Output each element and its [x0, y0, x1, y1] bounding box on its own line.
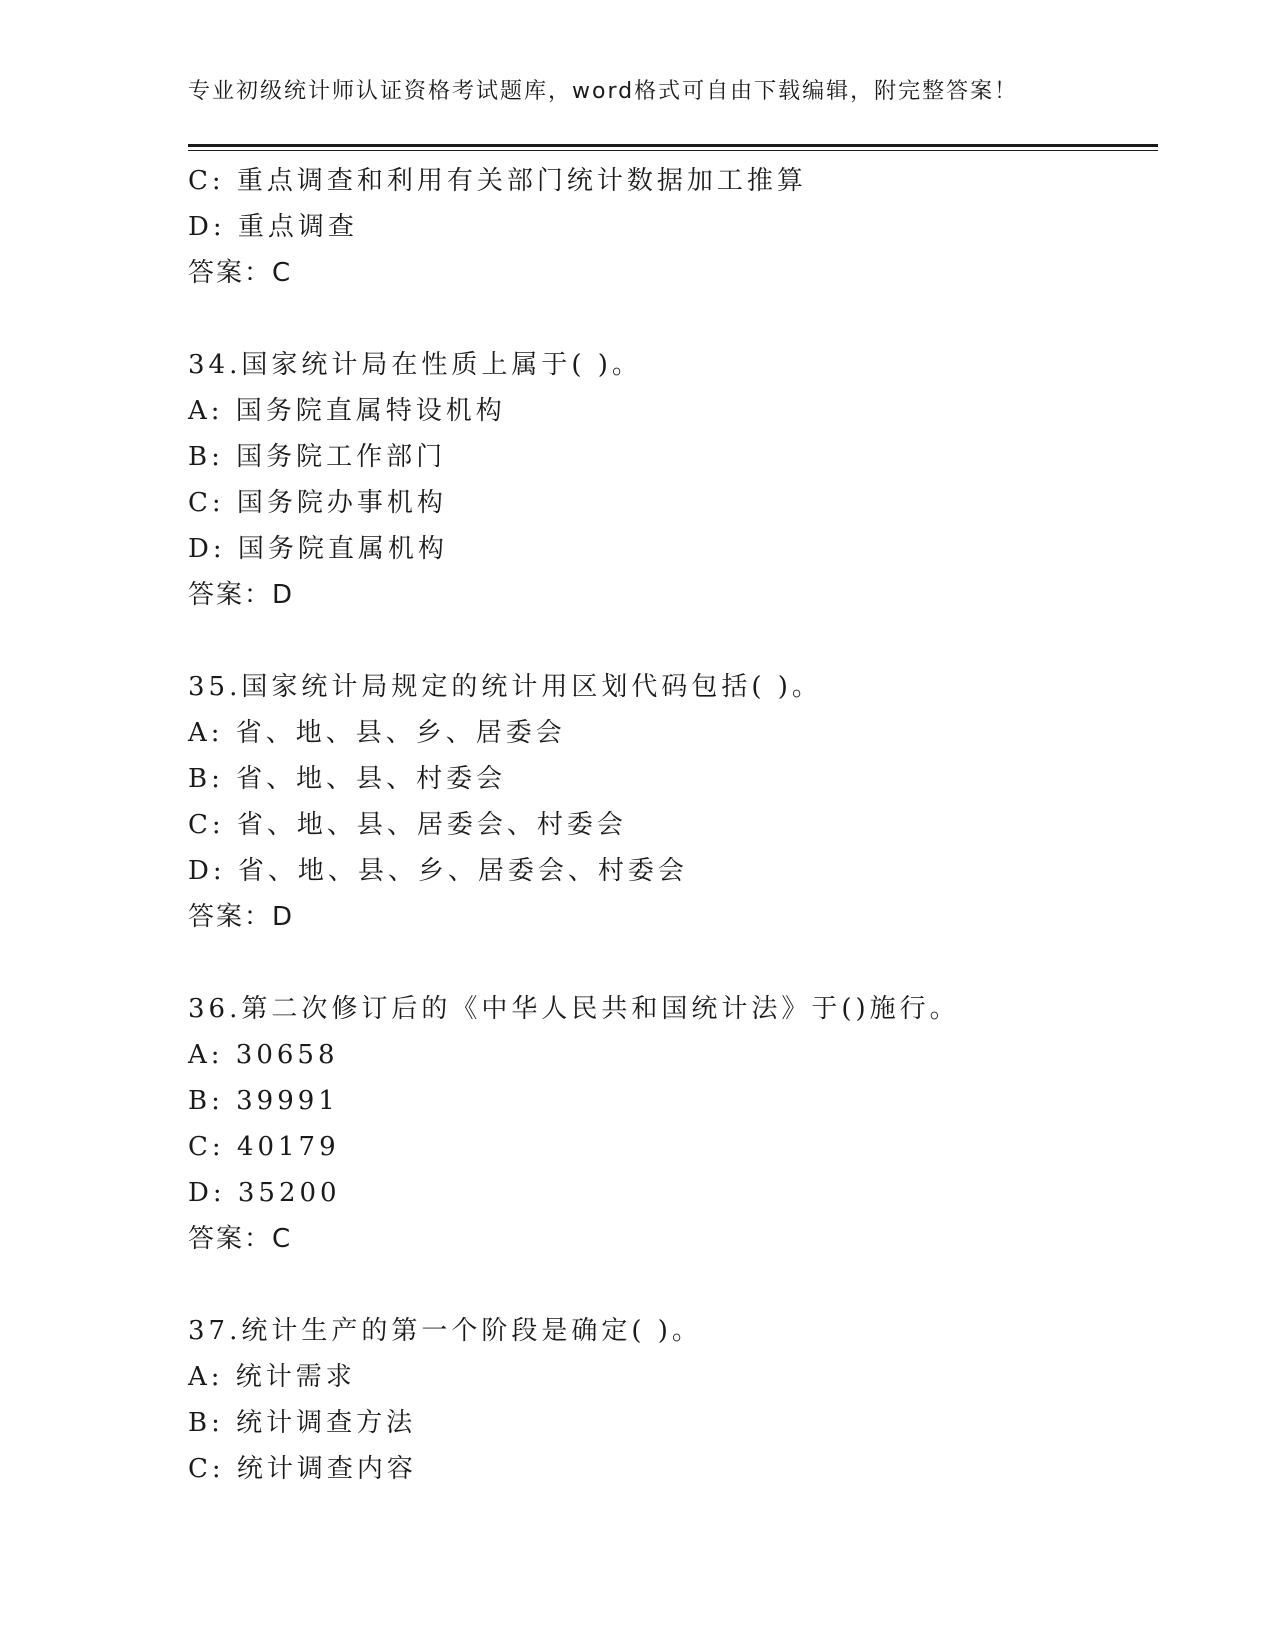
spacer [188, 1262, 1158, 1308]
question-content [188, 158, 1158, 1492]
spacer [188, 296, 1158, 342]
option-a: A: 统计需求 [188, 1362, 356, 1392]
question-stem: 35.国家统计局规定的统计用区划代码包括( )。 [188, 672, 822, 702]
continued-question [188, 158, 1158, 296]
option-d: D: 国务院直属机构 [188, 534, 448, 564]
answer-line: 答案：C [188, 258, 293, 288]
question-37 [188, 1308, 1158, 1492]
option-b: B: 省、地、县、村委会 [188, 764, 507, 794]
question-stem: 36.第二次修订后的《中华人民共和国统计法》于()施行。 [188, 994, 960, 1024]
option-b: B: 国务院工作部门 [188, 442, 447, 472]
option-c: C: 40179 [188, 1132, 340, 1162]
spacer [188, 618, 1158, 664]
question-stem: 34.国家统计局在性质上属于( )。 [188, 350, 642, 380]
question-34 [188, 342, 1158, 618]
option-d: D: 省、地、县、乡、居委会、村委会 [188, 856, 688, 886]
option-a: A: 省、地、县、乡、居委会 [188, 718, 566, 748]
question-36 [188, 986, 1158, 1262]
option-a: A: 国务院直属特设机构 [188, 396, 506, 426]
answer-line: 答案：C [188, 1224, 293, 1254]
option-a: A: 30658 [188, 1040, 339, 1070]
spacer [188, 940, 1158, 986]
option-d: D: 重点调查 [188, 212, 358, 242]
option-b: B: 统计调查方法 [188, 1408, 417, 1438]
option-b: B: 39991 [188, 1086, 339, 1116]
option-c: C: 国务院办事机构 [188, 488, 447, 518]
option-c: C: 统计调查内容 [188, 1454, 417, 1484]
option-c: C: 省、地、县、居委会、村委会 [188, 810, 627, 840]
question-stem: 37.统计生产的第一个阶段是确定( )。 [188, 1316, 702, 1346]
header-rule-thick [188, 144, 1158, 147]
answer-line: 答案：D [188, 902, 295, 932]
option-d: D: 35200 [188, 1178, 341, 1208]
option-c: C: 重点调查和利用有关部门统计数据加工推算 [188, 166, 807, 196]
page-header-text: 专业初级统计师认证资格考试题库，word格式可自由下载编辑，附完整答案！ [188, 79, 1019, 104]
question-35 [188, 664, 1158, 940]
header-rule-thin [188, 150, 1158, 151]
answer-line: 答案：D [188, 580, 295, 610]
